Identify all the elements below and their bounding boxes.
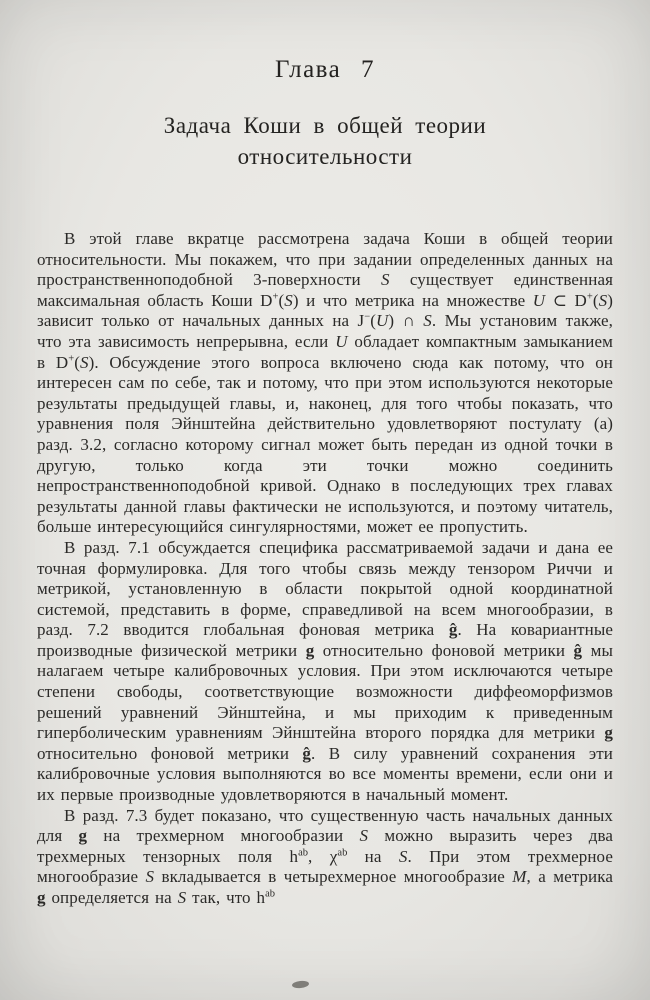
- paragraph-1: В этой главе вкратце рассмотрена задача Коши в общей теории относительности. Мы покажем, что при задании определенных данных на пространственноподобной 3-поверхности S существует единственная максимальная область Коши D+(S) и что метрика на множестве U ⊂ D+(S) зависит только от начальных данных на J−(U) ∩ S. Мы установим также, что эта зависимость непрерывна, если U обладает компактным замыканием в D+(S). Обсуждение этого вопроса включено сюда как потому, что он интересен сам по себе, так и потому, что при этом используются некоторые результаты предыдущей главы, и, наконец, для того чтобы показать, что уравнения поля Эйнштейна действительно удовлетворяют постулату (а) разд. 3.2, согласно которому сигнал может быть передан из одной точки в другую, только когда эти точки можно соединить непространственноподобной кривой. Однако в последующих трех главах результаты данной главы фактически не используются, и поэтому читатель, больше интересующийся сингулярностями, может ее пропустить.: [37, 229, 614, 537]
- chapter-title-line-1: Задача Коши в общей теории: [163, 113, 487, 138]
- scan-smudge-artifact: [292, 980, 310, 989]
- body-text: [37, 229, 613, 909]
- chapter-title: [0, 110, 650, 172]
- paragraph-3: В разд. 7.3 будет показано, что существенную часть начальных данных для g на трехмерном многообразии S можно выразить через два трехмерных тензорных поля $h^{ab}$, $\chi^{ab}$ на S. При этом трехмерное многообразие S вкладывается в четырехмерное многообразие M, а метрика g определяется на S так, что $h^{ab}$: [37, 805, 613, 907]
- chapter-title-line-2: относительности: [237, 144, 413, 169]
- paragraph-2: В разд. 7.1 обсуждается специфика рассматриваемой задачи и дана ее точная формулировка. Для того чтобы связь между тензором Риччи и метрикой, установленную в области покрытой одной координатной системой, представить в форме, справедливой на всем многообразии, в разд. 7.2 вводится глобальная фоновая метрика ĝ. На ковариантные производные физической метрики g относительно фоновой метрики ĝ мы налагаем четыре калибровочных условия. При этом исключаются четыре степени свободы, соответствующие возможности диффеоморфизмов решений уравнений Эйнштейна, и мы приходим к приведенным гиперболическим уравнениям Эйнштейна второго порядка для метрики g относительно фоновой метрики ĝ. В силу уравнений сохранения эти калибровочные условия выполняются во все моменты времени, если они и их первые производные удовлетворяются в начальный момент.: [37, 537, 614, 805]
- chapter-heading: Глава 7: [275, 56, 375, 83]
